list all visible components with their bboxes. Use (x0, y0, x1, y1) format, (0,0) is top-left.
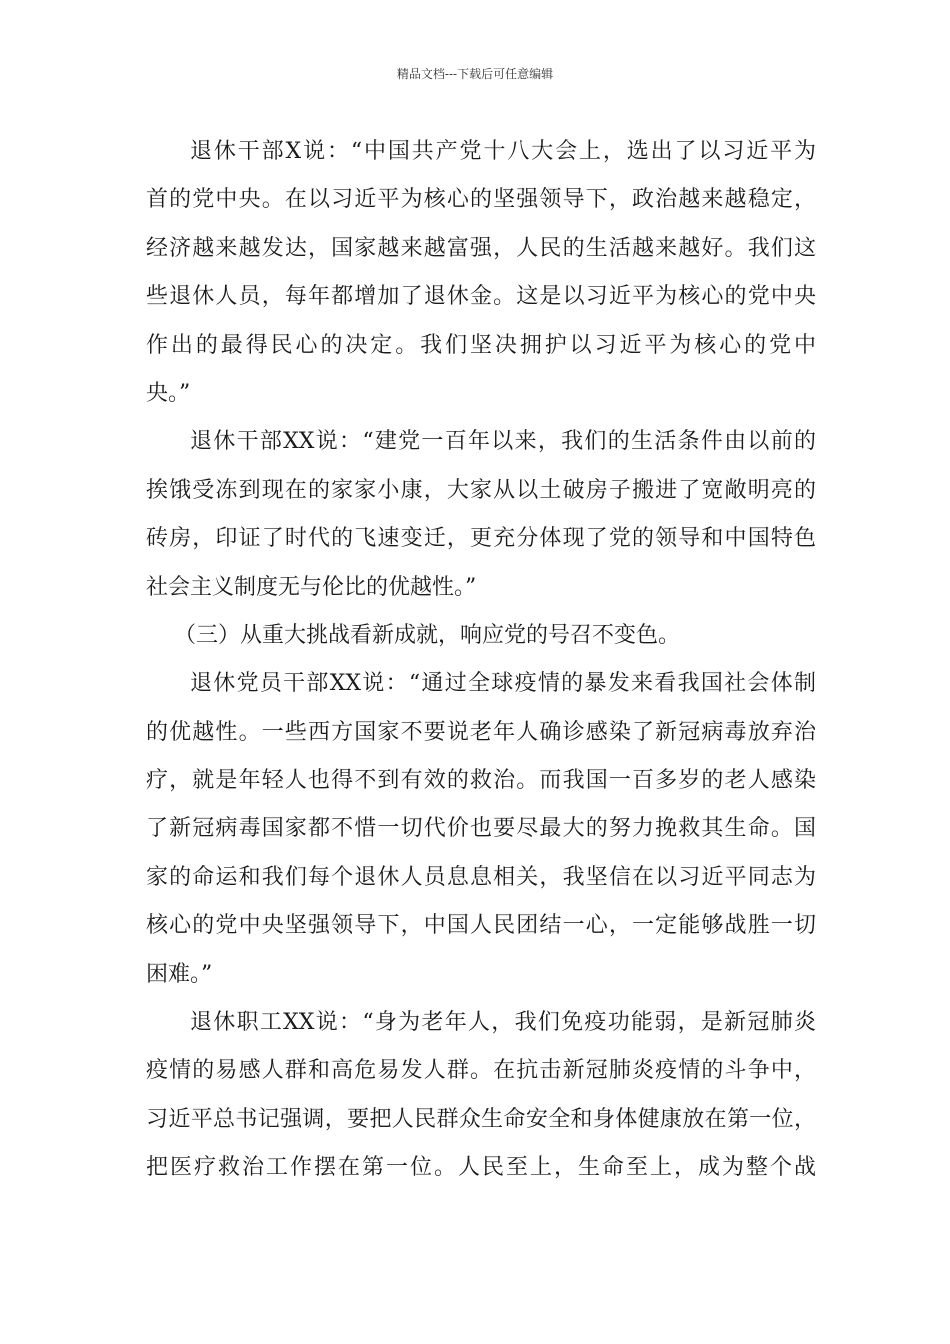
text-line: 经济越来越发达，国家越来越富强，人民的生活越来越好。我们这 (146, 235, 816, 261)
text-line: 的优越性。一些西方国家不要说老年人确诊感染了新冠病毒放弃治 (146, 719, 816, 745)
paragraph-retired-party-cadre (146, 660, 816, 999)
text-line: 把医疗救治工作摆在第一位。人民至上，生命至上，成为整个战 (146, 1155, 816, 1181)
text-line: 砖房，印证了时代的飞速变迁，更充分体现了党的领导和中国特色 (146, 526, 816, 552)
text-line: 退休干部X说：“中国共产党十八大会上，选出了以习近平为 (190, 139, 816, 164)
paragraph-retired-worker (146, 999, 816, 1193)
text-line: 些退休人员，每年都增加了退休金。这是以习近平为核心的党中央 (146, 284, 816, 310)
page-header: 精品文档---下载后可任意编辑 (396, 67, 554, 81)
text-line: 退休职工XX说：“身为老年人，我们免疫功能弱，是新冠肺炎 (190, 1010, 816, 1036)
text-line: 家的命运和我们每个退休人员息息相关，我坚信在以习近平同志为 (146, 864, 816, 890)
text-line: 作出的最得民心的决定。我们坚决拥护以习近平为核心的党中 (146, 332, 816, 358)
text-line: 挨饿受冻到现在的家家小康，大家从以土破房子搬进了宽敞明亮的 (146, 477, 816, 503)
section-heading (146, 612, 816, 660)
text-line: 疗，就是年轻人也得不到有效的救治。而我国一百多岁的老人感染 (146, 768, 816, 794)
text-line: 首的党中央。在以习近平为核心的坚强领导下，政治越来越稳定， (146, 187, 816, 213)
paragraph-retired-cadre-x (146, 128, 816, 418)
text-line: 退休干部XX说：“建党一百年以来，我们的生活条件由以前的 (190, 429, 816, 455)
document-body (146, 128, 816, 1193)
text-line: 习近平总书记强调，要把人民群众生命安全和身体健康放在第一位， (146, 1106, 816, 1132)
section-heading-text: （三）从重大挑战看新成就，响应党的号召不变色。 (174, 622, 681, 648)
text-line: 了新冠病毒国家都不惜一切代价也要尽最大的努力挽救其生命。国 (146, 816, 816, 842)
text-line: 央。” (146, 380, 191, 406)
text-line: 疫情的易感人群和高危易发人群。在抗击新冠肺炎疫情的斗争中， (146, 1058, 816, 1084)
text-line: 退休党员干部XX说：“通过全球疫情的暴发来看我国社会体制 (190, 671, 816, 697)
text-line: 核心的党中央坚强领导下，中国人民团结一心，一定能够战胜一切 (146, 913, 816, 939)
text-line: 社会主义制度无与伦比的优越性。” (146, 574, 477, 600)
paragraph-retired-cadre-xx (146, 418, 816, 612)
text-line: 困难。” (146, 961, 213, 987)
